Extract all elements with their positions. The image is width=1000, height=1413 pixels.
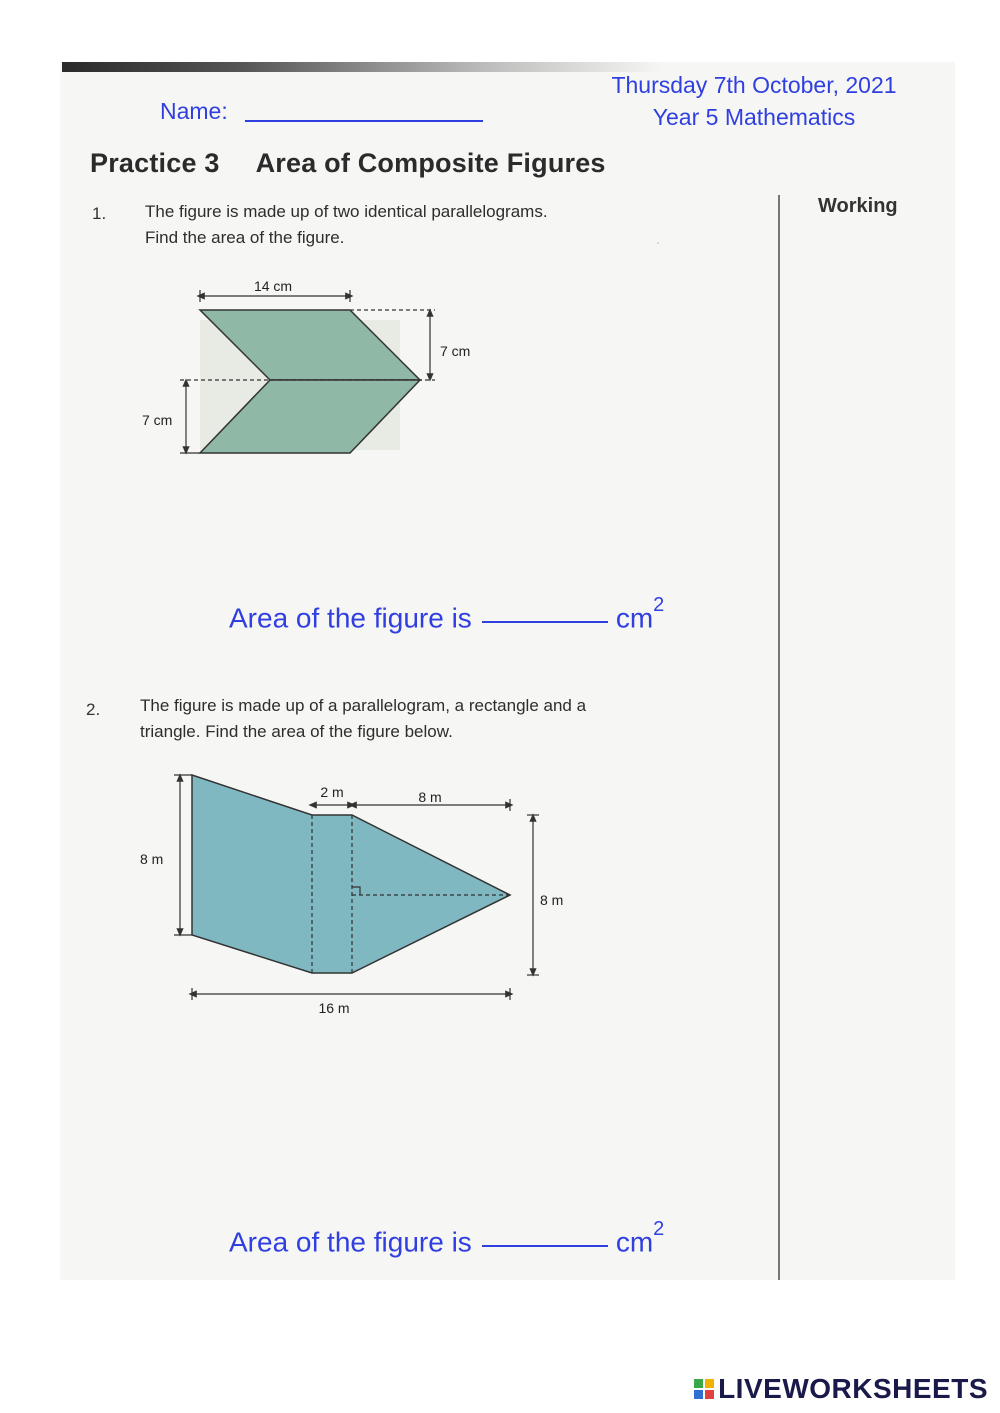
logo-square-blue xyxy=(694,1390,703,1399)
logo-square-green xyxy=(694,1379,703,1388)
name-label: Name: xyxy=(160,98,228,124)
q1-answer-unit: cm xyxy=(615,602,654,634)
logo-square-red xyxy=(705,1390,714,1399)
working-divider xyxy=(778,195,780,1280)
q1-label-width: 14 cm xyxy=(253,278,293,294)
q1-answer-input[interactable] xyxy=(482,621,608,623)
page-title xyxy=(90,148,606,179)
question-2-text xyxy=(140,693,586,745)
date-text: Thursday 7th October, 2021 xyxy=(611,72,897,98)
question-2-line-1: The figure is made up of a parallelogram, a rectangle and a xyxy=(140,696,587,715)
q2-answer-input[interactable] xyxy=(482,1245,608,1247)
q2-label-left-height: 8 m xyxy=(140,851,164,867)
logo-square-yellow xyxy=(705,1379,714,1388)
question-1-answer-line xyxy=(229,594,665,634)
q1-answer-prefix: Area of the figure is xyxy=(229,602,472,634)
q2-label-right-height: 8 m xyxy=(540,892,564,908)
scan-edge-shadow xyxy=(62,62,662,72)
q1-label-height-left: 7 cm xyxy=(142,412,173,428)
working-column-label: Working xyxy=(818,195,898,217)
question-2-line-2: triangle. Find the area of the figure below. xyxy=(140,722,453,741)
question-1-line-2: Find the area of the figure. xyxy=(145,228,345,247)
liveworksheets-logo[interactable] xyxy=(694,1373,988,1405)
q2-label-rect-width: 2 m xyxy=(320,784,344,800)
name-input-line[interactable] xyxy=(245,120,483,122)
q2-label-triangle-width: 8 m xyxy=(418,789,442,805)
practice-topic: Area of Composite Figures xyxy=(255,148,606,178)
question-1-text xyxy=(145,199,548,251)
q2-label-total-width: 16 m xyxy=(318,1000,350,1016)
subject-text: Year 5 Mathematics xyxy=(652,104,856,130)
question-1-number: 1. xyxy=(92,204,107,223)
q2-answer-prefix: Area of the figure is xyxy=(229,1226,472,1258)
q1-answer-exponent: 2 xyxy=(653,594,665,616)
bleed-through-text: · xyxy=(655,232,661,252)
practice-number: Practice 3 xyxy=(90,148,220,178)
q1-label-height-right: 7 cm xyxy=(440,343,471,359)
question-2-answer-line xyxy=(229,1218,665,1258)
logo-icon xyxy=(694,1379,714,1399)
q2-answer-unit: cm xyxy=(615,1226,654,1258)
q2-answer-exponent: 2 xyxy=(653,1218,665,1240)
logo-text: LIVEWORKSHEETS xyxy=(718,1373,988,1404)
question-1-figure xyxy=(130,270,490,470)
question-1-line-1: The figure is made up of two identical parallelograms. xyxy=(145,202,548,221)
question-2-figure xyxy=(130,765,570,1025)
question-2-number: 2. xyxy=(86,700,101,719)
